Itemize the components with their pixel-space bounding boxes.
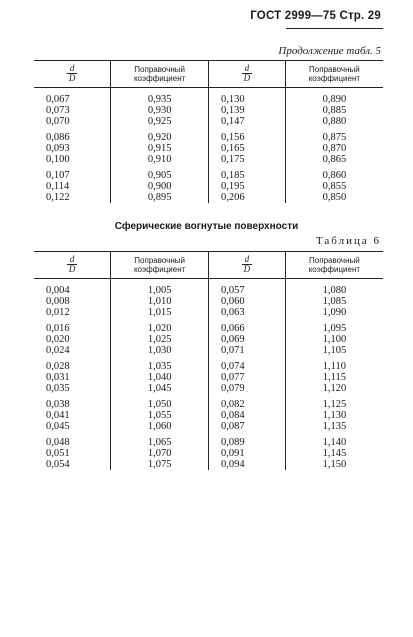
coefficient-cell: 1,150 — [285, 459, 383, 470]
table-5 — [34, 60, 383, 203]
ratio-cell: 0,094 — [208, 459, 285, 470]
coefficient-column-header — [111, 61, 209, 88]
table-row — [34, 448, 383, 459]
coefficient-cell: 1,065 — [111, 432, 209, 448]
coefficient-cell: 1,100 — [285, 334, 383, 345]
table-row — [34, 192, 383, 203]
coefficient-cell: 1,125 — [285, 394, 383, 410]
ratio-numerator: d — [242, 255, 253, 265]
coefficient-cell: 1,055 — [111, 410, 209, 421]
ratio-cell: 0,054 — [46, 459, 70, 470]
coefficient-cell: 0,870 — [285, 143, 383, 154]
table-row — [34, 345, 383, 356]
coefficient-cell: 0,915 — [111, 143, 209, 154]
ratio-column-header — [34, 61, 111, 88]
ratio-cell: 0,051 — [46, 448, 70, 459]
coefficient-cell: 0,925 — [111, 116, 209, 127]
coefficient-header-line2: коэффициент — [133, 74, 186, 83]
table-row — [34, 421, 383, 432]
ratio-cell: 0,139 — [208, 105, 285, 116]
table-row — [34, 432, 383, 448]
coefficient-cell: 0,905 — [111, 165, 209, 181]
table-6-body — [34, 279, 383, 471]
ratio-denominator: D — [68, 73, 76, 83]
ratio-cell: 0,066 — [208, 318, 285, 334]
page-header: ГОСТ 2999—75 Стр. 29 — [250, 10, 381, 22]
ratio-cell: 0,082 — [208, 394, 285, 410]
coefficient-cell: 1,020 — [111, 318, 209, 334]
table-row — [34, 181, 383, 192]
table-row — [34, 356, 383, 372]
coefficient-cell: 1,110 — [285, 356, 383, 372]
ratio-cell: 0,041 — [46, 410, 70, 421]
coefficient-cell: 1,085 — [285, 296, 383, 307]
coefficient-cell: 1,105 — [285, 345, 383, 356]
ratio-cell: 0,077 — [208, 372, 285, 383]
ratio-numerator: d — [242, 64, 253, 74]
coefficient-cell: 1,135 — [285, 421, 383, 432]
table-row — [34, 372, 383, 383]
coefficient-cell: 0,865 — [285, 154, 383, 165]
ratio-cell: 0,057 — [208, 279, 285, 297]
coefficient-cell: 1,050 — [111, 394, 209, 410]
coefficient-cell: 1,025 — [111, 334, 209, 345]
coefficient-cell: 0,935 — [111, 88, 209, 106]
ratio-cell: 0,086 — [46, 132, 70, 143]
coefficient-cell: 1,120 — [285, 383, 383, 394]
coefficient-column-header — [285, 61, 383, 88]
ratio-cell: 0,045 — [46, 421, 70, 432]
ratio-cell: 0,185 — [208, 165, 285, 181]
ratio-cell: 0,038 — [46, 399, 70, 410]
ratio-cell: 0,012 — [46, 307, 70, 318]
ratio-denominator: D — [68, 264, 76, 274]
table-5-header — [34, 61, 383, 88]
table-6 — [34, 251, 383, 470]
coefficient-cell: 0,850 — [285, 192, 383, 203]
table-row — [34, 296, 383, 307]
ratio-column-header — [208, 252, 285, 279]
table-row — [34, 394, 383, 410]
header-rule — [286, 28, 383, 29]
table-row — [34, 143, 383, 154]
ratio-cell: 0,063 — [208, 307, 285, 318]
table-6-label: Таблица 6 — [315, 235, 381, 247]
coefficient-header-line1: Поправочный — [134, 65, 185, 74]
ratio-cell: 0,084 — [208, 410, 285, 421]
ratio-cell: 0,147 — [208, 116, 285, 127]
coefficient-cell: 0,860 — [285, 165, 383, 181]
coefficient-cell: 0,920 — [111, 127, 209, 143]
table-5-body — [34, 88, 383, 204]
ratio-cell: 0,016 — [46, 323, 70, 334]
table-row — [34, 105, 383, 116]
ratio-cell: 0,100 — [46, 154, 70, 165]
table-row — [34, 334, 383, 345]
table-row — [34, 127, 383, 143]
coefficient-cell: 1,080 — [285, 279, 383, 297]
ratio-cell: 0,089 — [208, 432, 285, 448]
ratio-cell: 0,024 — [46, 345, 70, 356]
coefficient-header-line1: Поправочный — [134, 256, 185, 265]
coefficient-cell: 1,075 — [111, 459, 209, 470]
coefficient-cell: 0,910 — [111, 154, 209, 165]
coefficient-column-header — [111, 252, 209, 279]
coefficient-cell: 0,875 — [285, 127, 383, 143]
coefficient-cell: 0,930 — [111, 105, 209, 116]
ratio-cell: 0,087 — [208, 421, 285, 432]
ratio-denominator: D — [243, 264, 251, 274]
table-row — [34, 116, 383, 127]
ratio-cell: 0,107 — [46, 170, 70, 181]
coefficient-cell: 1,115 — [285, 372, 383, 383]
coefficient-cell: 0,855 — [285, 181, 383, 192]
table-row — [34, 279, 383, 297]
coefficient-cell: 0,890 — [285, 88, 383, 106]
coefficient-header-line2: коэффициент — [133, 265, 186, 274]
table-row — [34, 88, 383, 106]
table-row — [34, 165, 383, 181]
coefficient-cell: 0,880 — [285, 116, 383, 127]
coefficient-cell: 1,070 — [111, 448, 209, 459]
ratio-numerator: d — [67, 255, 78, 265]
table-row — [34, 154, 383, 165]
coefficient-column-header — [285, 252, 383, 279]
table-row — [34, 383, 383, 394]
ratio-cell: 0,074 — [208, 356, 285, 372]
coefficient-cell: 1,145 — [285, 448, 383, 459]
coefficient-cell: 1,040 — [111, 372, 209, 383]
ratio-cell: 0,060 — [208, 296, 285, 307]
coefficient-cell: 0,900 — [111, 181, 209, 192]
ratio-cell: 0,067 — [46, 94, 70, 105]
ratio-cell: 0,165 — [208, 143, 285, 154]
coefficient-cell: 1,035 — [111, 356, 209, 372]
ratio-cell: 0,206 — [208, 192, 285, 203]
section-title: Сферические вогнутые поверхности — [114, 221, 299, 232]
ratio-cell: 0,008 — [46, 296, 70, 307]
ratio-cell: 0,175 — [208, 154, 285, 165]
coefficient-cell: 1,005 — [111, 279, 209, 297]
ratio-cell: 0,114 — [46, 181, 70, 192]
ratio-cell: 0,031 — [46, 372, 70, 383]
coefficient-cell: 1,030 — [111, 345, 209, 356]
coefficient-cell: 1,140 — [285, 432, 383, 448]
ratio-cell: 0,069 — [208, 334, 285, 345]
ratio-cell: 0,020 — [46, 334, 70, 345]
continuation-label: Продолжение табл. 5 — [278, 45, 381, 57]
coefficient-cell: 1,010 — [111, 296, 209, 307]
coefficient-header-line1: Поправочный — [309, 65, 360, 74]
coefficient-cell: 1,060 — [111, 421, 209, 432]
table-row — [34, 459, 383, 470]
ratio-column-header — [34, 252, 111, 279]
coefficient-header-line2: коэффициент — [308, 265, 361, 274]
coefficient-cell: 1,090 — [285, 307, 383, 318]
ratio-cell: 0,091 — [208, 448, 285, 459]
ratio-cell: 0,048 — [46, 437, 70, 448]
ratio-cell: 0,028 — [46, 361, 70, 372]
table-6-header — [34, 252, 383, 279]
ratio-cell: 0,122 — [46, 192, 70, 203]
ratio-cell: 0,156 — [208, 127, 285, 143]
ratio-numerator: d — [67, 64, 78, 74]
ratio-cell: 0,035 — [46, 383, 70, 394]
ratio-cell: 0,093 — [46, 143, 70, 154]
ratio-column-header — [208, 61, 285, 88]
table-row — [34, 307, 383, 318]
ratio-cell: 0,073 — [46, 105, 70, 116]
coefficient-header-line1: Поправочный — [309, 256, 360, 265]
ratio-denominator: D — [243, 73, 251, 83]
table-row — [34, 318, 383, 334]
ratio-cell: 0,004 — [46, 285, 70, 296]
ratio-cell: 0,070 — [46, 116, 70, 127]
coefficient-header-line2: коэффициент — [308, 74, 361, 83]
ratio-cell: 0,071 — [208, 345, 285, 356]
ratio-cell: 0,195 — [208, 181, 285, 192]
coefficient-cell: 1,095 — [285, 318, 383, 334]
coefficient-cell: 1,045 — [111, 383, 209, 394]
ratio-cell: 0,130 — [208, 88, 285, 106]
coefficient-cell: 1,130 — [285, 410, 383, 421]
coefficient-cell: 0,895 — [111, 192, 209, 203]
ratio-cell: 0,079 — [208, 383, 285, 394]
coefficient-cell: 1,015 — [111, 307, 209, 318]
table-row — [34, 410, 383, 421]
coefficient-cell: 0,885 — [285, 105, 383, 116]
